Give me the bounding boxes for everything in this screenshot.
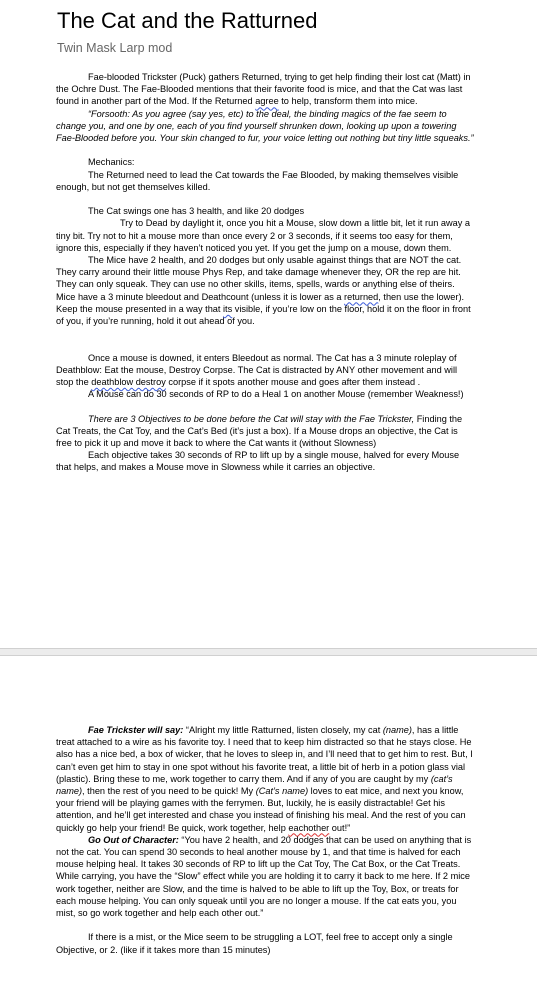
objectives-paragraph: There are 3 Objectives to be done before the Cat will stay with the Fae Trickster, Finding the Cat Treats, the Cat Toy, and the Cat’s Bed (it’s just a box). If a Mouse drops an objective, the Cat is free to pick it up and move it back to where the Cat wants it (without Slowness) (56, 413, 463, 449)
document-title: The Cat and the Ratturned (57, 8, 318, 33)
mist-note-paragraph: If there is a mist, or the Mice seem to be struggling a LOT, feel free to accept only a single Objective, or 2. (like if it takes more than 15 minutes) (56, 932, 453, 955)
grammar-flag-deathblow[interactable]: deathblow destroy (91, 377, 166, 388)
grammar-flag-returned[interactable]: returned (344, 291, 379, 302)
spelling-flag-eachother[interactable]: eachother (288, 822, 330, 833)
cat-rules-paragraph: Try to Dead by daylight it, once you hit a Mouse, slow down a little bit, let it run away a tiny bit. Try not to hit a mouse more than once every 2 or 3 seconds, if it seems too easy for them, ignore this, especially if they haven’t noticed you yet. If you get the jump on a mouse, down them. (56, 218, 470, 253)
document-page-2 (0, 656, 537, 983)
document-body-page-1 (56, 71, 474, 474)
forsooth-paragraph: “Forsooth: As you agree (say yes, etc) to the deal, the binding magics of the fae seem to change you, and one by one, each of you find yourself shrunken down, looking up upon a towering Fae-Blooded before you. Your skin changed to fur, your voice letting out nothing but tiny little squeaks.” (56, 108, 474, 144)
objective-time-paragraph: Each objective takes 30 seconds of RP to lift up by a single mouse, halved for every Mouse that helps, and makes a Mouse move in Slowness while it carries an objective. (56, 450, 460, 473)
grammar-flag-agree[interactable]: agree (255, 96, 279, 107)
heal-paragraph: A Mouse can do 30 seconds of RP to do a Heal 1 on another Mouse (remember Weakness!) (88, 389, 464, 400)
ooc-paragraph: Go Out of Character: “You have 2 health, and 20 dodges that can be used on anything that is not the cat. You can spend 30 seconds to heal another mouse by 1, and that time is halved for each mouse helping heal. It takes 30 seconds of RP to lift up the Cat Toy, The Cat Box, or the Cat Treats. While carrying, you have the “Slow” effect while you are holding it to carry it back to me here. If 2 mice work together, neither are Slow, and the time is halved to be able to lift up the Toy, Box, or treats for each mouse helping. You can only squeak until you are no longer a mouse. If the cat eats you, you mist, so go work together and help each other out.” (56, 834, 472, 919)
mice-paragraph: The Mice have 2 health, and 20 dodges but only usable against things that are NOT the cat. They carry around their little mouse Phys Rep, and take damage whenever they, OR the rep are hit. They can only squeak. They can use no other skills, items, spells, wards or anything else of theirs. Mice have a 3 minute bleedout and Deathcount (unless it is lower as a returned, then use the lower). Keep the mouse presented in a way that its visible, if you’re low on the floor, hold it on the floor in front of you, if you’re running, hold it out ahead of you. (56, 255, 471, 327)
grammar-flag-its[interactable]: its (223, 303, 233, 314)
cat-health-paragraph: The Cat swings one has 3 health, and like 20 dodges (88, 206, 305, 217)
document-body-page-2 (56, 724, 474, 956)
intro-paragraph: Fae-blooded Trickster (Puck) gathers Returned, trying to get help finding their lost cat (Matt) in the Ochre Dust. The Fae-Blooded mentions that their favorite food is mice, and that the Cat was last found in another part of the Mod. If the Returned agree to help, transform them into mice. (56, 72, 471, 107)
downed-paragraph: Once a mouse is downed, it enters Bleedout as normal. The Cat has a 3 minute roleplay of Deathblow: Eat the mouse, Destroy Corpse. The Cat is distracted by ANY other movement and will stop the deathblow destroy corpse if it spots another mouse and goes after them instead . (56, 352, 458, 388)
mechanics-paragraph: The Returned need to lead the Cat towards the Fae Blooded, by making themselves visible enough, but not get themselves killed. (56, 169, 459, 192)
trickster-paragraph: Fae Trickster will say: “Alright my little Ratturned, listen closely, my cat (name), has a little treat attached to a wire as his favorite toy. I need that to keep him distracted so that he stays close. He also has a nice bed, a box of wicker, that he loves to sleep in, and I’ll need that to get him to rest. But, I can’t even get him to stay in one spot without his favorite treat, a little bit of herb in a potion glass vial (plastic). Bring these to me, work together to carry them. And if any of you are caught by my (cat’s name), then the rest of you need to be quick! My (Cat’s name) loves to eat mice, and next you know, your friend will be playing games with the ferrymen. But, luckily, he is easily distractable! Get his attention, and he’ll get interested and chase you instead of finishing his meal. And the rest of you can quickly go help your friend! Be quick, work together, help eachother out!” (56, 725, 473, 833)
page-break-gap (0, 648, 537, 656)
trickster-label: Fae Trickster will say: (88, 725, 184, 735)
document-subtitle: Twin Mask Larp mod (57, 41, 173, 55)
ooc-label: Go Out of Character: (88, 834, 179, 845)
mechanics-heading: Mechanics: (88, 157, 135, 168)
